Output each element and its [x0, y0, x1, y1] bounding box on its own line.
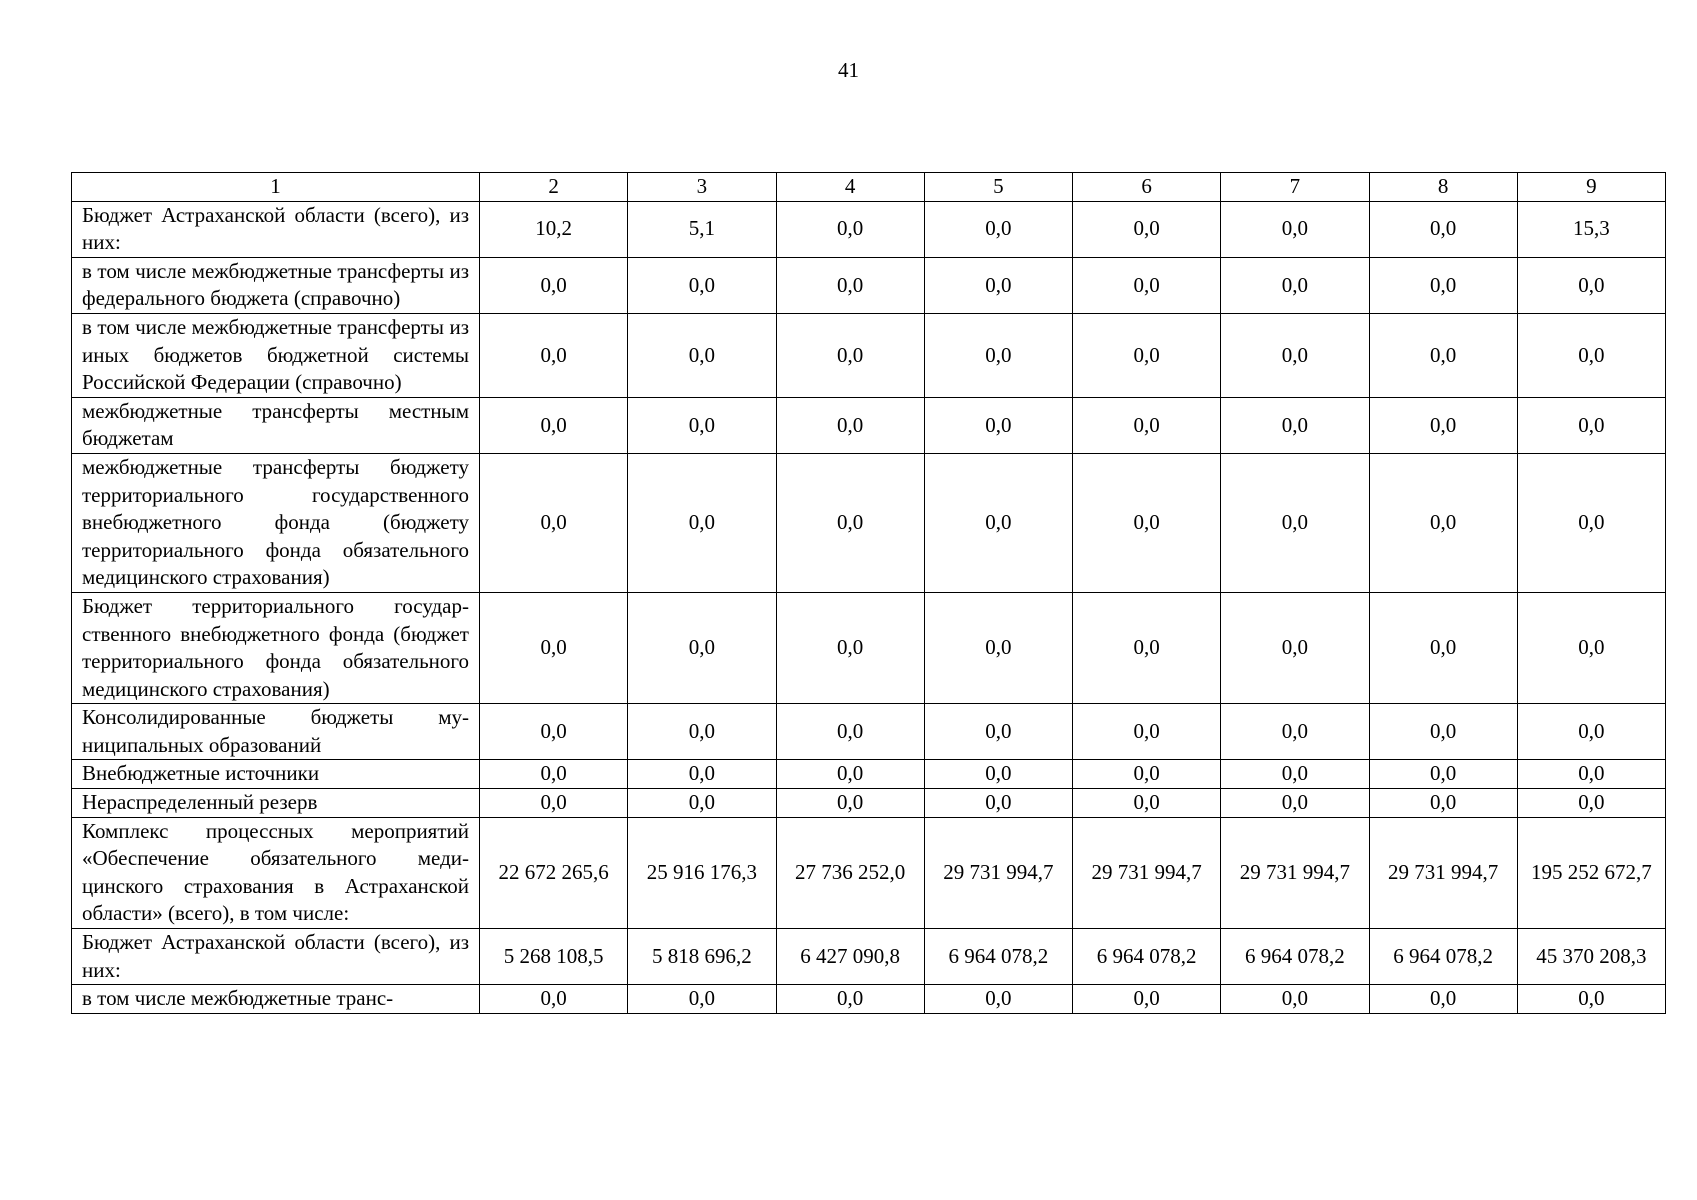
value-cell: 29 731 994,7 [924, 817, 1072, 928]
value-cell: 29 731 994,7 [1221, 817, 1369, 928]
value-cell: 0,0 [924, 760, 1072, 789]
row-label: в том числе межбюджетные трансферты из федерального бюджета (справочно) [72, 257, 480, 313]
value-cell: 0,0 [1073, 760, 1221, 789]
value-cell: 0,0 [1221, 985, 1369, 1014]
value-cell: 29 731 994,7 [1073, 817, 1221, 928]
value-cell: 0,0 [480, 985, 628, 1014]
value-cell: 0,0 [1073, 397, 1221, 453]
value-cell: 0,0 [776, 592, 924, 703]
value-cell: 0,0 [628, 313, 776, 397]
value-cell: 0,0 [776, 789, 924, 818]
value-cell: 0,0 [1517, 704, 1665, 760]
value-cell: 0,0 [776, 397, 924, 453]
value-cell: 0,0 [1369, 257, 1517, 313]
value-cell: 0,0 [480, 760, 628, 789]
row-label: межбюджетные трансферты местным бюджетам [72, 397, 480, 453]
value-cell: 0,0 [776, 985, 924, 1014]
value-cell: 0,0 [1517, 257, 1665, 313]
value-cell: 0,0 [1517, 397, 1665, 453]
value-cell: 6 964 078,2 [1369, 929, 1517, 985]
row-label: Комплекс процессных мероприятий «Обеспечение обязательного медицинского страхования в Астраханской области» (всего), в том числе: [72, 817, 480, 928]
value-cell: 0,0 [776, 201, 924, 257]
value-cell: 5 818 696,2 [628, 929, 776, 985]
value-cell: 195 252 672,7 [1517, 817, 1665, 928]
row-label: Бюджет территориального государственного внебюджетного фонда (бюджет территориального фонда обязательного медицинского страхования) [72, 592, 480, 703]
column-header: 6 [1073, 173, 1221, 202]
value-cell: 0,0 [1369, 985, 1517, 1014]
value-cell: 6 964 078,2 [1073, 929, 1221, 985]
value-cell: 0,0 [1369, 313, 1517, 397]
value-cell: 0,0 [480, 592, 628, 703]
value-cell: 0,0 [924, 789, 1072, 818]
value-cell: 0,0 [1221, 397, 1369, 453]
table-row [72, 453, 1666, 592]
value-cell: 0,0 [480, 704, 628, 760]
value-cell: 0,0 [628, 760, 776, 789]
table-row [72, 789, 1666, 818]
page-number: 41 [838, 58, 859, 82]
value-cell: 29 731 994,7 [1369, 817, 1517, 928]
row-label: Внебюджетные источники [72, 760, 480, 789]
value-cell: 27 736 252,0 [776, 817, 924, 928]
column-header: 5 [924, 173, 1072, 202]
value-cell: 0,0 [628, 453, 776, 592]
value-cell: 0,0 [480, 397, 628, 453]
value-cell: 0,0 [776, 257, 924, 313]
row-label: Нераспределенный резерв [72, 789, 480, 818]
table-row [72, 929, 1666, 985]
budget-table [71, 172, 1666, 1014]
value-cell: 0,0 [1517, 760, 1665, 789]
value-cell: 5,1 [628, 201, 776, 257]
column-header: 8 [1369, 173, 1517, 202]
row-label: Бюджет Астраханской области (всего), из них: [72, 929, 480, 985]
value-cell: 5 268 108,5 [480, 929, 628, 985]
row-label: Бюджет Астраханской области (всего), из них: [72, 201, 480, 257]
value-cell: 0,0 [776, 313, 924, 397]
value-cell: 6 427 090,8 [776, 929, 924, 985]
column-header: 9 [1517, 173, 1665, 202]
row-label: в том числе межбюджетные трансферты из иных бюджетов бюджетной системы Российской Федерации (справочно) [72, 313, 480, 397]
value-cell: 0,0 [1517, 789, 1665, 818]
value-cell: 0,0 [924, 704, 1072, 760]
value-cell: 0,0 [1369, 592, 1517, 703]
value-cell: 0,0 [1369, 201, 1517, 257]
value-cell: 0,0 [628, 789, 776, 818]
value-cell: 0,0 [480, 789, 628, 818]
column-header: 2 [480, 173, 628, 202]
table-row [72, 817, 1666, 928]
value-cell: 0,0 [924, 592, 1072, 703]
value-cell: 0,0 [1221, 789, 1369, 818]
value-cell: 0,0 [924, 257, 1072, 313]
value-cell: 6 964 078,2 [1221, 929, 1369, 985]
column-header: 3 [628, 173, 776, 202]
table-row [72, 760, 1666, 789]
value-cell: 0,0 [1221, 201, 1369, 257]
value-cell: 0,0 [480, 257, 628, 313]
value-cell: 0,0 [1073, 592, 1221, 703]
value-cell: 6 964 078,2 [924, 929, 1072, 985]
value-cell: 0,0 [1073, 313, 1221, 397]
value-cell: 0,0 [1221, 453, 1369, 592]
row-label: в том числе межбюджетные транс- [72, 985, 480, 1014]
value-cell: 0,0 [1517, 313, 1665, 397]
value-cell: 10,2 [480, 201, 628, 257]
value-cell: 0,0 [1073, 704, 1221, 760]
value-cell: 0,0 [1221, 592, 1369, 703]
table-row [72, 704, 1666, 760]
column-header: 4 [776, 173, 924, 202]
value-cell: 0,0 [1073, 985, 1221, 1014]
value-cell: 0,0 [1517, 592, 1665, 703]
value-cell: 0,0 [1221, 313, 1369, 397]
value-cell: 0,0 [1517, 985, 1665, 1014]
table-row [72, 313, 1666, 397]
column-header: 7 [1221, 173, 1369, 202]
table-header-row [72, 173, 1666, 202]
value-cell: 22 672 265,6 [480, 817, 628, 928]
value-cell: 0,0 [628, 257, 776, 313]
table-body [72, 173, 1666, 1014]
value-cell: 0,0 [628, 985, 776, 1014]
value-cell: 0,0 [924, 397, 1072, 453]
value-cell: 0,0 [776, 760, 924, 789]
value-cell: 0,0 [1369, 789, 1517, 818]
value-cell: 0,0 [1221, 760, 1369, 789]
table-row [72, 397, 1666, 453]
value-cell: 0,0 [924, 201, 1072, 257]
value-cell: 25 916 176,3 [628, 817, 776, 928]
table-row [72, 592, 1666, 703]
value-cell: 0,0 [1073, 453, 1221, 592]
value-cell: 0,0 [924, 985, 1072, 1014]
value-cell: 0,0 [628, 592, 776, 703]
row-label: Консолидированные бюджеты муниципальных образований [72, 704, 480, 760]
value-cell: 0,0 [1221, 704, 1369, 760]
value-cell: 0,0 [776, 704, 924, 760]
value-cell: 0,0 [1369, 760, 1517, 789]
value-cell: 45 370 208,3 [1517, 929, 1665, 985]
value-cell: 0,0 [628, 397, 776, 453]
value-cell: 15,3 [1517, 201, 1665, 257]
table-row [72, 257, 1666, 313]
row-label: межбюджетные трансферты бюджету территориального государственного внебюджетного фонда (бюджету территориального фонда обязательного медицинского страхования) [72, 453, 480, 592]
value-cell: 0,0 [1073, 257, 1221, 313]
column-header: 1 [72, 173, 480, 202]
value-cell: 0,0 [1073, 201, 1221, 257]
value-cell: 0,0 [628, 704, 776, 760]
value-cell: 0,0 [480, 453, 628, 592]
table-row [72, 985, 1666, 1014]
table-row [72, 201, 1666, 257]
value-cell: 0,0 [776, 453, 924, 592]
value-cell: 0,0 [480, 313, 628, 397]
value-cell: 0,0 [924, 313, 1072, 397]
value-cell: 0,0 [1073, 789, 1221, 818]
value-cell: 0,0 [1369, 453, 1517, 592]
value-cell: 0,0 [1369, 704, 1517, 760]
value-cell: 0,0 [1517, 453, 1665, 592]
value-cell: 0,0 [924, 453, 1072, 592]
value-cell: 0,0 [1221, 257, 1369, 313]
value-cell: 0,0 [1369, 397, 1517, 453]
